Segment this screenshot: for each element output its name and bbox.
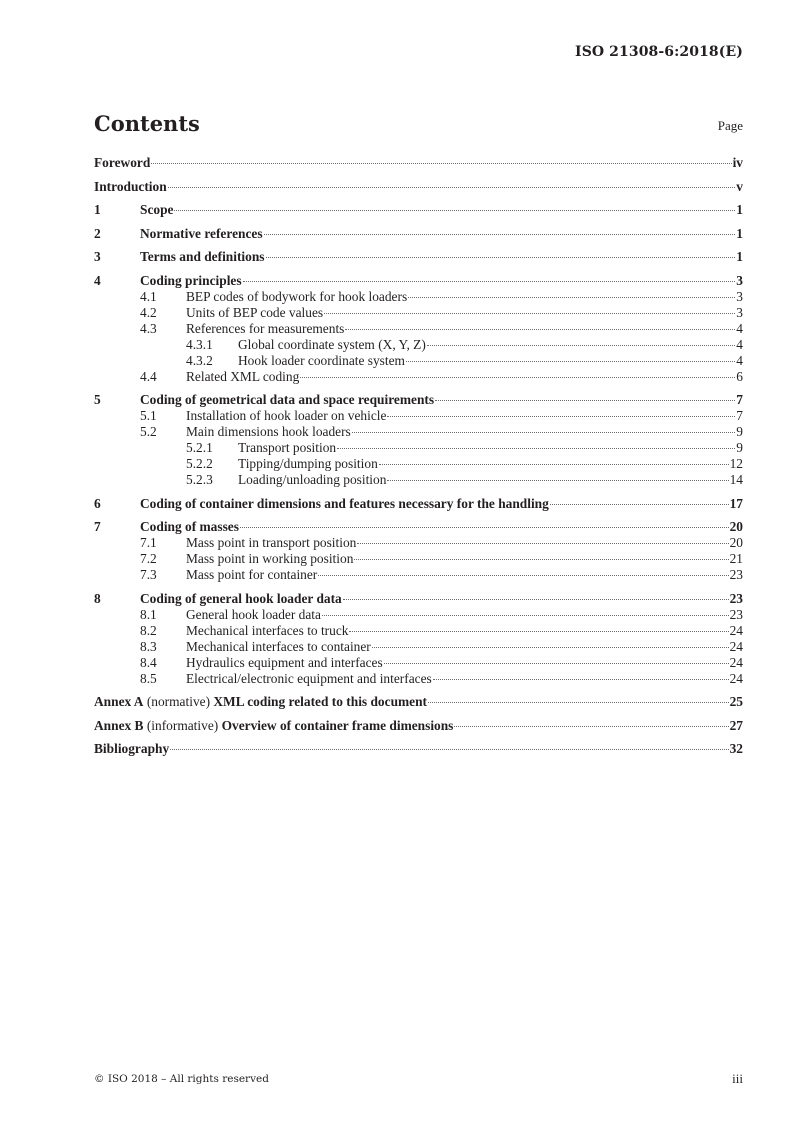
dot-leader (349, 631, 728, 632)
toc-entry-page: 1 (736, 225, 743, 241)
toc-entry-page: 4 (736, 352, 743, 368)
toc-entry-number: 3 (94, 249, 101, 264)
toc-entry-number: 4.2 (140, 304, 157, 320)
dot-leader (433, 679, 729, 680)
dot-leader (379, 464, 729, 465)
toc-entry[interactable] (94, 567, 743, 583)
page-column-label: Page (717, 118, 743, 133)
toc-entry-number: 6 (94, 495, 101, 511)
toc-entry-title: Main dimensions hook loaders (186, 424, 351, 439)
dot-leader (240, 527, 729, 528)
toc-entry-number: 4 (94, 272, 101, 288)
annex-label: Annex A (94, 694, 144, 709)
toc-entry-page: 14 (729, 472, 743, 487)
toc-entry-page: 32 (729, 741, 743, 756)
toc-entry-number: 8.1 (140, 606, 157, 622)
toc-entry-title: Hydraulics equipment and interfaces (186, 654, 383, 670)
toc-entry[interactable] (94, 226, 743, 242)
toc-entry-title: Terms and definitions (140, 249, 265, 264)
toc-entry-page: 17 (729, 495, 743, 511)
document-id: ISO 21308-6:2018(E) (575, 44, 743, 60)
toc-entry-page: 12 (729, 456, 743, 471)
toc-entry-number: 7.3 (140, 567, 157, 582)
toc-entry[interactable] (94, 408, 743, 424)
toc-entry-number: 8.2 (140, 622, 157, 638)
dot-leader (168, 187, 736, 188)
toc-entry-page: 3 (736, 288, 743, 304)
dot-leader (352, 432, 736, 433)
toc-entry-page: 24 (729, 654, 743, 670)
toc-entry-page: 4 (736, 336, 743, 352)
toc-entry-title: Tipping/dumping position (238, 456, 378, 471)
toc-entry[interactable] (94, 591, 743, 607)
annex-qualifier: (normative) (143, 694, 214, 709)
toc-entry[interactable] (94, 639, 743, 655)
toc-entry-title: Loading/unloading position (238, 472, 387, 487)
toc-entry-title: BEP codes of bodywork for hook loaders (186, 288, 408, 304)
toc-entry[interactable] (94, 155, 743, 171)
toc-entry[interactable] (94, 440, 743, 456)
toc-entry-number: 7 (94, 519, 101, 534)
toc-entry-page: 9 (736, 424, 743, 439)
dot-leader (387, 416, 735, 417)
toc-entry[interactable] (94, 551, 743, 567)
toc-entry-title: Electrical/electronic equipment and interfaces (186, 670, 432, 686)
toc-entry-number: 4.1 (140, 288, 157, 304)
toc-entry[interactable] (94, 179, 743, 195)
toc-entry-title: Scope (140, 202, 174, 217)
toc-entry-number: 7.2 (140, 551, 157, 566)
toc-entry-number: 7.1 (140, 535, 157, 550)
toc-entry[interactable] (94, 607, 743, 623)
toc-entry[interactable] (94, 392, 743, 408)
toc-entry-title: Coding of geometrical data and space requirements (140, 392, 435, 407)
dot-leader (343, 599, 729, 600)
toc-entry[interactable] (94, 671, 743, 687)
toc-entry-page: 3 (736, 272, 743, 288)
toc-entry-page: 7 (736, 408, 743, 423)
toc-entry[interactable] (94, 321, 743, 337)
toc-entry-page: 24 (729, 670, 743, 686)
toc-entry-number: 8.4 (140, 654, 157, 670)
toc-entry[interactable] (94, 273, 743, 289)
dot-leader (170, 749, 728, 750)
toc-entry-page: v (736, 178, 743, 194)
toc-entry-page: 4 (736, 320, 743, 336)
page-title: Contents (94, 111, 200, 136)
dot-leader (406, 361, 735, 362)
toc-entry-title: Mass point for container (186, 567, 318, 582)
toc-entry-title: References for measurements (186, 320, 345, 336)
toc-entry-title: Installation of hook loader on vehicle (186, 408, 387, 423)
copyright-notice: © ISO 2018 – All rights reserved (94, 1073, 269, 1085)
toc-entry-title: Mass point in transport position (186, 535, 357, 550)
toc-entry-number: 5.2.1 (186, 440, 213, 455)
toc-entry[interactable] (94, 369, 743, 385)
toc-entry-title: Bibliography (94, 741, 170, 756)
dot-leader (264, 234, 736, 235)
toc-entry-number: 8.5 (140, 670, 157, 686)
toc-entry-page: 20 (729, 535, 743, 550)
annex-label: Annex B (94, 717, 144, 733)
dot-leader (243, 281, 736, 282)
toc-entry[interactable] (94, 718, 743, 734)
toc-entry-page: 23 (729, 590, 743, 606)
toc-entry[interactable] (94, 496, 743, 512)
toc-entry-title: Mass point in working position (186, 551, 354, 566)
toc-entry[interactable] (94, 535, 743, 551)
toc-entry[interactable] (94, 456, 743, 472)
toc-entry-title: Coding principles (140, 272, 242, 288)
toc-entry-page: iv (732, 155, 743, 170)
table-of-contents (94, 155, 743, 757)
dot-leader (435, 400, 735, 401)
toc-entry[interactable] (94, 289, 743, 305)
toc-entry[interactable] (94, 472, 743, 488)
toc-entry-page: 9 (736, 440, 743, 455)
toc-entry-page: 3 (736, 304, 743, 320)
toc-entry-title: Coding of general hook loader data (140, 590, 342, 606)
toc-entry-title: Transport position (238, 440, 337, 455)
toc-entry-title: Hook loader coordinate system (238, 352, 405, 368)
toc-entry-number: 8.3 (140, 638, 157, 654)
dot-leader (454, 726, 728, 727)
toc-entry[interactable] (94, 249, 743, 265)
toc-entry-number: 2 (94, 225, 101, 241)
dot-leader (151, 163, 731, 164)
dot-leader (384, 663, 729, 664)
toc-entry-title: Related XML coding (186, 368, 300, 384)
toc-entry[interactable] (94, 424, 743, 440)
toc-entry-title: Global coordinate system (X, Y, Z) (238, 336, 426, 352)
dot-leader (550, 504, 729, 505)
toc-entry-title: Introduction (94, 178, 167, 194)
toc-entry-page: 6 (736, 368, 743, 384)
dot-leader (337, 448, 735, 449)
toc-entry-title: Coding of container dimensions and features necessary for the handling (140, 495, 549, 511)
dot-leader (387, 480, 728, 481)
toc-entry-page: 24 (729, 638, 743, 654)
toc-entry-page: 1 (736, 249, 743, 264)
toc-entry[interactable] (94, 305, 743, 321)
dot-leader (324, 313, 735, 314)
toc-entry-number: 4.3 (140, 320, 157, 336)
toc-entry-page: 21 (729, 551, 743, 566)
toc-entry[interactable] (94, 623, 743, 639)
toc-entry[interactable] (94, 655, 743, 671)
toc-entry-page: 25 (729, 694, 743, 709)
toc-entry-number: 5.2.3 (186, 472, 213, 487)
toc-entry-page: 23 (729, 567, 743, 582)
toc-entry[interactable] (94, 694, 743, 710)
dot-leader (408, 297, 735, 298)
page-number: iii (732, 1071, 743, 1086)
toc-entry-title: General hook loader data (186, 606, 321, 622)
toc-entry[interactable] (94, 202, 743, 218)
toc-entry-number: 1 (94, 202, 101, 217)
annex-title: XML coding related to this document (213, 694, 428, 709)
toc-entry-page: 27 (729, 717, 743, 733)
toc-entry[interactable] (94, 741, 743, 757)
dot-leader (266, 257, 736, 258)
toc-entry-title (94, 694, 427, 710)
toc-entry-title: Normative references (140, 225, 263, 241)
dot-leader (300, 377, 735, 378)
toc-entry-number: 5.1 (140, 408, 157, 423)
toc-entry[interactable] (94, 337, 743, 353)
toc-entry-number: 5.2 (140, 424, 157, 439)
toc-entry-number: 5 (94, 392, 101, 407)
toc-entry-title (94, 718, 453, 734)
dot-leader (428, 702, 729, 703)
annex-title: Overview of container frame dimensions (221, 717, 454, 733)
annex-qualifier: (informative) (143, 717, 222, 733)
toc-entry-number: 4.3.1 (186, 336, 213, 352)
toc-entry-title: Mechanical interfaces to truck (186, 622, 349, 638)
toc-entry-page: 1 (736, 202, 743, 217)
dot-leader (357, 543, 728, 544)
toc-entry[interactable] (94, 519, 743, 535)
toc-entry-number: 5.2.2 (186, 456, 213, 471)
toc-entry-title: Coding of masses (140, 519, 239, 534)
toc-entry-page: 20 (729, 519, 743, 534)
dot-leader (345, 329, 735, 330)
dot-leader (318, 575, 728, 576)
toc-entry-title: Mechanical interfaces to container (186, 638, 371, 654)
toc-entry-number: 4.4 (140, 368, 157, 384)
dot-leader (427, 345, 735, 346)
toc-entry-page: 23 (729, 606, 743, 622)
dot-leader (322, 615, 729, 616)
dot-leader (372, 647, 729, 648)
toc-entry-page: 24 (729, 622, 743, 638)
toc-entry-page: 7 (736, 392, 743, 407)
toc-entry-title: Foreword (94, 155, 151, 170)
toc-entry-title: Units of BEP code values (186, 304, 324, 320)
toc-entry-number: 8 (94, 590, 101, 606)
toc-entry[interactable] (94, 353, 743, 369)
dot-leader (174, 210, 735, 211)
dot-leader (354, 559, 728, 560)
toc-entry-number: 4.3.2 (186, 352, 213, 368)
